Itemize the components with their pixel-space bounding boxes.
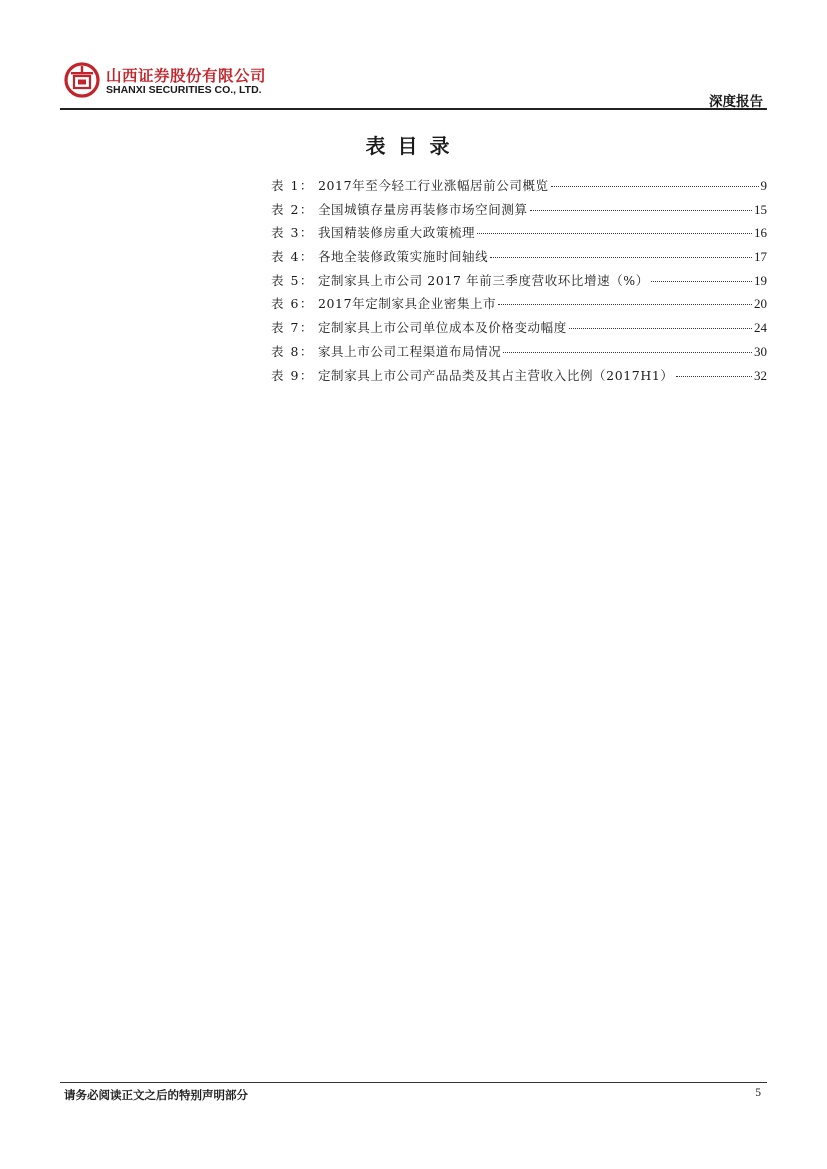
toc-entry[interactable] (271, 318, 767, 342)
toc-entry[interactable] (271, 223, 767, 247)
toc-entry[interactable] (271, 271, 767, 295)
company-logo (64, 62, 304, 102)
toc-entry-page: 24 (754, 320, 767, 336)
toc-entry-page: 9 (760, 178, 767, 193)
toc-entry-page: 17 (754, 249, 767, 265)
toc-entry-label: 表 2： (271, 201, 314, 217)
page-number: 5 (755, 1087, 761, 1099)
toc-entry-page: 20 (754, 296, 767, 312)
toc-entry-label: 表 6： (271, 296, 314, 312)
toc-entry[interactable] (271, 176, 767, 200)
toc-entry[interactable] (271, 366, 767, 390)
toc-entry-title: 定制家具上市公司产品品类及其占主营收入比例（2017H1） (317, 367, 674, 383)
toc-leader-dots (477, 233, 752, 234)
toc-leader-dots (498, 304, 752, 305)
toc-entry-label: 表 8： (271, 343, 314, 359)
toc-entry-title: 全国城镇存量房再装修市场空间测算 (317, 201, 528, 217)
toc-list (271, 176, 767, 389)
toc-entry-title: 定制家具上市公司 2017 年前三季度营收环比增速（%） (317, 272, 649, 288)
toc-entry-page: 19 (754, 272, 767, 288)
toc-entry-label: 表 9： (271, 367, 314, 383)
toc-entry[interactable] (271, 294, 767, 318)
footer-divider (60, 1082, 767, 1083)
report-type-label: 深度报告 (709, 94, 763, 110)
company-name-cn: 山西证券股份有限公司 (106, 67, 267, 85)
toc-leader-dots (490, 257, 752, 258)
toc-entry[interactable] (271, 342, 767, 366)
toc-entry-title: 2017年至今轻工行业涨幅居前公司概览 (317, 178, 549, 193)
toc-entry-title: 2017年定制家具企业密集上市 (317, 296, 497, 312)
toc-entry-label: 表 1： (271, 178, 314, 193)
toc-entry-label: 表 4： (271, 249, 314, 265)
toc-entry-title: 定制家具上市公司单位成本及价格变动幅度 (317, 320, 567, 336)
toc-entry-page: 30 (754, 343, 767, 359)
toc-entry[interactable] (271, 247, 767, 271)
toc-entry-label: 表 3： (271, 225, 314, 241)
toc-leader-dots (569, 328, 752, 329)
toc-entry-page: 32 (754, 367, 767, 383)
toc-leader-dots (651, 281, 752, 282)
toc-entry-title: 家具上市公司工程渠道布局情况 (317, 343, 502, 359)
toc-entry[interactable] (271, 200, 767, 224)
toc-leader-dots (503, 352, 752, 353)
toc-entry-label: 表 5： (271, 272, 314, 288)
toc-leader-dots (676, 376, 752, 377)
toc-entry-title: 我国精装修房重大政策梳理 (317, 225, 476, 241)
company-name-en: SHANXI SECURITIES CO., LTD. (106, 84, 262, 96)
header-divider (60, 108, 767, 110)
toc-title: 表目录 (365, 134, 462, 158)
toc-entry-page: 15 (754, 201, 767, 217)
company-emblem-icon (64, 62, 100, 98)
toc-leader-dots (530, 210, 752, 211)
toc-entry-page: 16 (754, 225, 767, 241)
toc-leader-dots (551, 186, 759, 187)
toc-entry-title: 各地全装修政策实施时间轴线 (317, 249, 489, 265)
toc-entry-label: 表 7： (271, 320, 314, 336)
footer-disclaimer: 请务必阅读正文之后的特别声明部分 (64, 1088, 248, 1102)
